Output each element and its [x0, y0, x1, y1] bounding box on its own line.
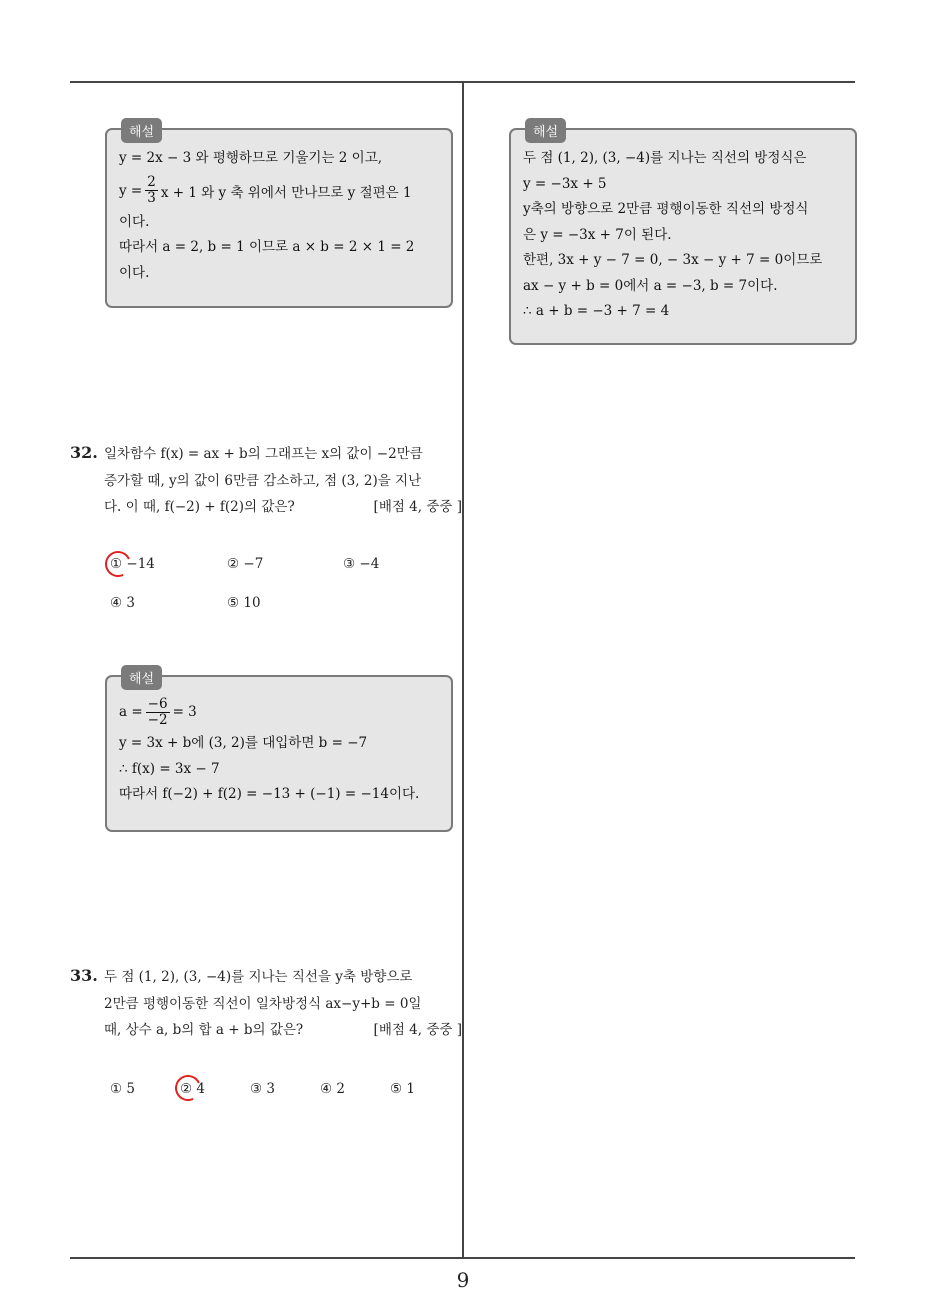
solution-fraction-line: [119, 693, 439, 731]
solution-line: 한편, 3x + y − 7 = 0, − 3x − y + 7 = 0이므로: [523, 252, 823, 268]
fraction-numerator: −6: [147, 695, 168, 712]
fraction-prefix: y =: [119, 182, 143, 199]
solution-tag: 해설: [525, 118, 566, 143]
page-number: 9: [456, 1268, 470, 1292]
fraction-denominator: −2: [147, 711, 168, 728]
choice-3[interactable]: ③ 3: [250, 1081, 275, 1097]
fraction: [145, 175, 158, 206]
score-label: [배점 4, 중중 ]: [373, 1022, 462, 1038]
bottom-rule: [70, 1257, 855, 1259]
solution-box-31: [105, 125, 453, 308]
question-number: 32.: [70, 443, 98, 462]
solution-line: y = 2x − 3 와 평행하므로 기울기는 2 이고,: [119, 150, 383, 166]
solution-line: 따라서 f(−2) + f(2) = −13 + (−1) = −14이다.: [119, 786, 420, 802]
question-line: 일차함수 f(x) = ax + b의 그래프는 x의 값이 −2만큼: [104, 446, 423, 462]
solution-line: 은 y = −3x + 7이 된다.: [523, 226, 672, 243]
solution-line: 이다.: [119, 213, 150, 230]
solution-line: y축의 방향으로 2만큼 평행이동한 직선의 방정식: [523, 201, 809, 217]
question-text: [104, 964, 462, 1044]
choice-5[interactable]: ⑤ 10: [227, 595, 261, 611]
solution-box-32: [105, 672, 453, 832]
solution-line: 두 점 (1, 2), (3, −4)를 지나는 직선의 방정식은: [523, 150, 807, 166]
choice-1[interactable]: ① 5: [110, 1081, 135, 1097]
solution-tag: 해설: [121, 118, 162, 143]
question-prompt: 다. 이 때, f(−2) + f(2)의 값은?: [104, 499, 295, 515]
solution-line: y = −3x + 5: [523, 175, 607, 192]
fraction-suffix: = 3: [172, 704, 197, 720]
question-33: [70, 966, 462, 1046]
fraction: [146, 697, 170, 728]
solution-line: ax − y + b = 0에서 a = −3, b = 7이다.: [523, 277, 778, 294]
fraction-prefix: a =: [119, 704, 143, 720]
question-prompt: 때, 상수 a, b의 합 a + b의 값은?: [104, 1022, 304, 1038]
fraction-denominator: 3: [147, 190, 156, 206]
solution-tag: 해설: [121, 665, 162, 690]
solution-line: ∴ f(x) = 3x − 7: [119, 760, 220, 777]
column-divider: [462, 83, 464, 1257]
solution-fraction-line: [119, 172, 439, 210]
question-number: 33.: [70, 966, 98, 985]
solution-line: y = 3x + b에 (3, 2)를 대입하면 b = −7: [119, 735, 368, 751]
solution-line: 이다.: [119, 264, 150, 281]
question-text: [104, 441, 462, 521]
question-32: [70, 443, 462, 523]
question-line: [104, 494, 462, 521]
solution-line: 따라서 a = 2, b = 1 이므로 a × b = 2 × 1 = 2: [119, 239, 415, 255]
solution-line: ∴ a + b = −3 + 7 = 4: [523, 303, 670, 319]
question-line: 두 점 (1, 2), (3, −4)를 지나는 직선을 y축 방향으로: [104, 969, 413, 985]
fraction-suffix: x + 1 와 y 축 위에서 만나므로 y 절편은 1: [160, 184, 412, 201]
choice-5[interactable]: ⑤ 1: [390, 1081, 415, 1097]
score-label: [배점 4, 중중 ]: [373, 499, 462, 515]
fraction-numerator: 2: [147, 174, 156, 190]
solution-box-34: [509, 125, 857, 345]
question-line: 2만큼 평행이동한 직선이 일차방정식 ax−y+b = 0일: [104, 995, 422, 1012]
question-line: [104, 1017, 462, 1044]
choice-4[interactable]: ④ 3: [110, 595, 135, 611]
choice-1[interactable]: ① −14: [110, 556, 155, 572]
choice-2[interactable]: ② −7: [227, 556, 264, 572]
choice-3[interactable]: ③ −4: [343, 556, 380, 572]
choice-4[interactable]: ④ 2: [320, 1081, 345, 1097]
question-line: 증가할 때, y의 값이 6만큼 감소하고, 점 (3, 2)을 지난: [104, 472, 422, 489]
choice-2[interactable]: ② 4: [180, 1081, 205, 1097]
